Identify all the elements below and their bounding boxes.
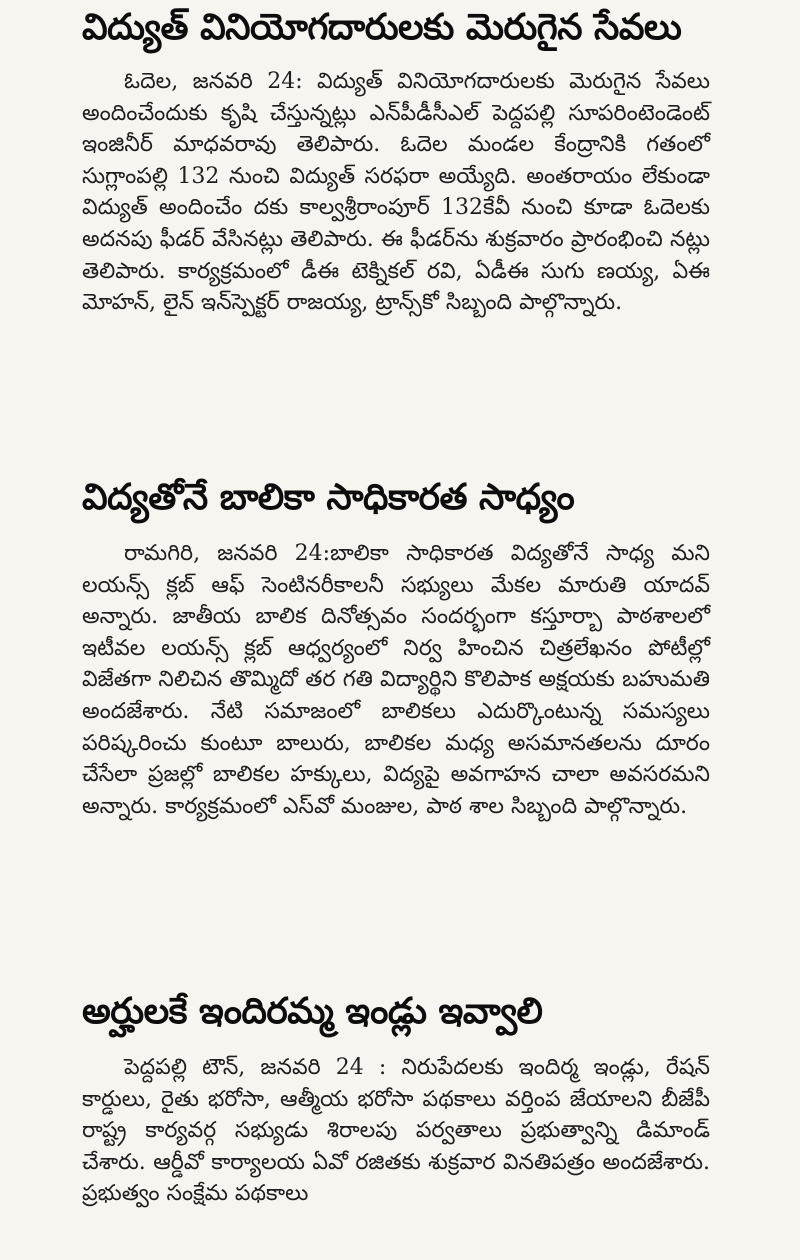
article-2-text: రామగిరి, జనవరి 24:బాలికా సాధికారత విద్యతోనే సాధ్య మని లయన్స్ క్లబ్ ఆఫ్ సెంటినరీకాలనీ సభ్యులు మేకల మారుతి యాదవ్ అన్నారు. జాతీయ బాలిక దినోత్సవం సందర్భంగా కస్తూర్బా పాఠశాలలో ఇటీవల లయన్స్ క్లబ్ ఆధ్వర్యంలో నిర్వ హించిన చిత్రలేఖనం పోటీల్లో విజేతగా నిలిచిన తొమ్మిదో తర గతి విద్యార్థిని కొలిపాక అక్షయకు బహుమతి అందజేశారు. నేటి సమాజంలో బాలికలు ఎదుర్కొంటున్న సమస్యలు పరిష్కరించు కుంటూ బాలురు, బాలికల మధ్య అసమానతలను దూరం చేసేలా ప్రజల్లో బాలికల హక్కులు, విద్యపై అవగాహన చాలా అవసరమని అన్నారు. కార్యక్రమంలో ఎస్‌వో మంజుల, పాఠ శాల సిబ్బంది పాల్గొన్నారు.: [82, 541, 710, 819]
article-1-body: [82, 66, 710, 319]
article-1-text: ఓదెల, జనవరి 24: విద్యుత్ వినియోగదారులకు మెరుగైన సేవలు అందించేందుకు కృషి చేస్తున్నట్లు ఎన్‌పీడీసీఎల్ పెద్దపల్లి సూపరింటెండెంట్ ఇంజినీర్ మాధవరావు తెలిపారు. ఓదెల మండల కేంద్రానికి గతంలో సుగ్లాంపల్లి 132 నుంచి విద్యుత్ సరఫరా అయ్యేది. అంతరాయం లేకుండా విద్యుత్ అందించేం దకు కాల్వశ్రీరాంపూర్ 132కేవీ నుంచి కూడా ఓదెలకు అదనపు ఫీడర్ వేసినట్లు తెలిపారు. ఈ ఫీడర్‌ను శుక్రవారం ప్రారంభించి నట్లు తెలిపారు. కార్యక్రమంలో డీఈ టెక్నికల్ రవి, ఏడీఈ సుగు ణయ్య, ఏఈ మోహన్, లైన్ ఇన్‌స్పెక్టర్ రాజయ్య, ట్రాన్స్‌కో సిబ్బంది పాల్గొన్నారు.: [82, 69, 710, 316]
article-2-body: [82, 538, 710, 822]
article-1-headline: విద్యుత్ వినియోగదారులకు మెరుగైన సేవలు: [82, 7, 682, 48]
article-3-headline: అర్హులకే ఇందిరమ్మ ఇండ్లు ఇవ్వాలి: [82, 991, 543, 1032]
article-3-text: పెద్దపల్లి టౌన్, జనవరి 24 : నిరుపేదలకు ఇందిర్మ ఇండ్లు, రేషన్ కార్డులు, రైతు భరోసా, ఆత్మీయ భరోసా పథకాలు వర్తింప జేయాలని బీజేపీ రాష్ట్ర కార్యవర్గ సభ్యుడు శిరాలపు పర్వతాలు ప్రభుత్వాన్ని డిమాండ్ చేశారు. ఆర్డీవో కార్యాలయ ఏవో రజితకు శుక్రవార వినతిపత్రం అందజేశారు. ప్రభుత్వం సంక్షేమ పథకాలు: [82, 1055, 710, 1207]
article-2-headline: విద్యతోనే బాలికా సాధికారత సాధ్యం: [82, 477, 575, 518]
article-3-body: [82, 1052, 710, 1210]
